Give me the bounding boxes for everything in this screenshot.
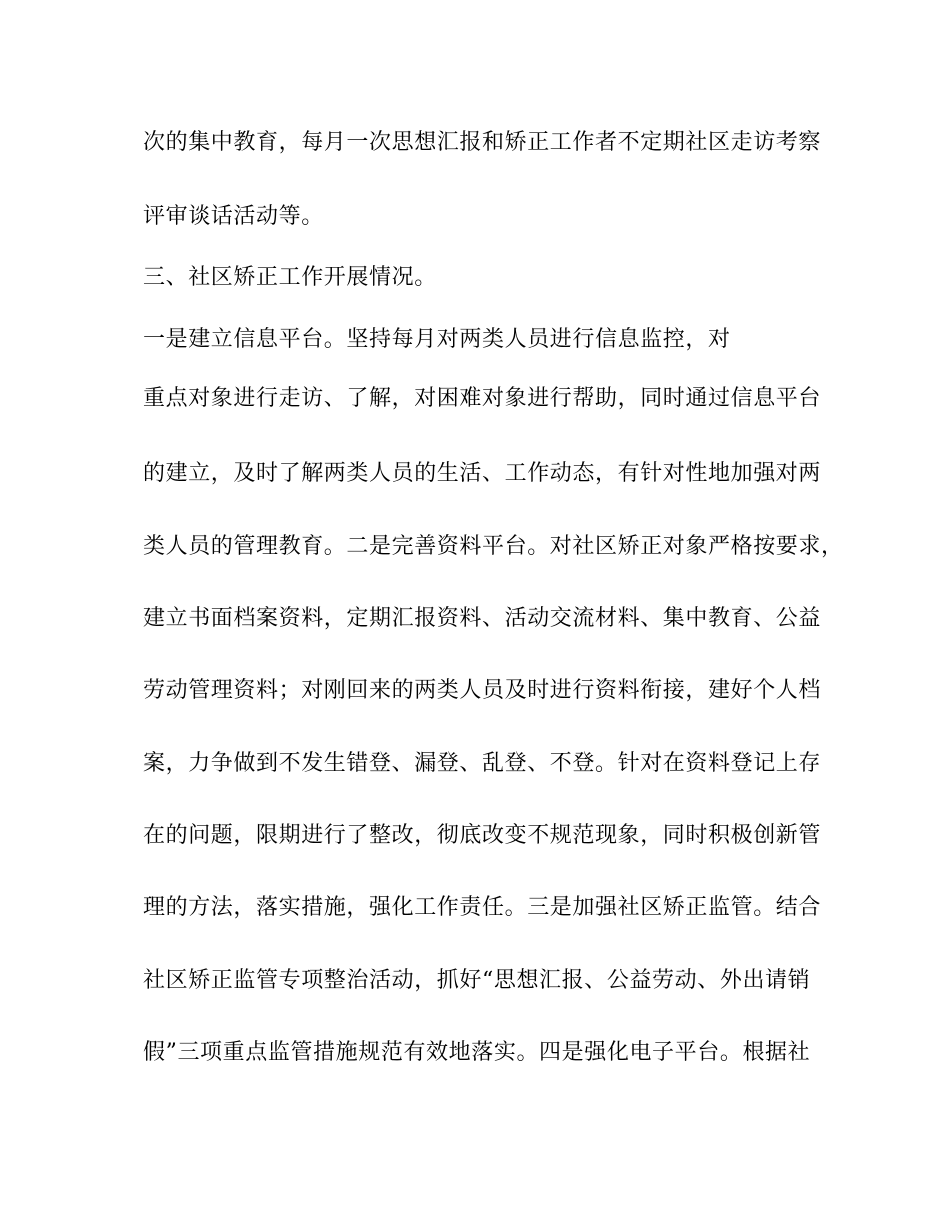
- text-line: 建立书面档案资料，定期汇报资料、活动交流材料、集中教育、公益: [143, 606, 822, 631]
- text-line: 次的集中教育，每月一次思想汇报和矫正工作者不定期社区走访考察: [143, 130, 822, 155]
- text-line: 劳动管理资料；对刚回来的两类人员及时进行资料衔接，建好个人档: [143, 678, 822, 703]
- text-line: 重点对象进行走访、了解，对困难对象进行帮助，同时通过信息平台: [143, 386, 822, 411]
- text-line: 类人员的管理教育。二是完善资料平台。对社区矫正对象严格按要求，: [143, 534, 844, 559]
- section-heading: 三、社区矫正工作开展情况。: [143, 265, 437, 290]
- text-line: 评审谈话活动等。: [143, 204, 324, 229]
- text-line: 假”三项重点监管措施规范有效地落实。四是强化电子平台。根据社: [143, 1040, 811, 1065]
- text-line: 一是建立信息平台。坚持每月对两类人员进行信息监控，对: [143, 327, 731, 352]
- text-line: 理的方法，落实措施，强化工作责任。三是加强社区矫正监管。结合: [143, 895, 822, 920]
- text-line: 案，力争做到不发生错登、漏登、乱登、不登。针对在资料登记上存: [143, 751, 822, 776]
- text-line: 社区矫正监管专项整治活动，抓好“思想汇报、公益劳动、外出请销: [143, 968, 811, 993]
- text-line: 在的问题，限期进行了整改，彻底改变不规范现象，同时积极创新管: [143, 823, 822, 848]
- text-line: 的建立，及时了解两类人员的生活、工作动态，有针对性地加强对两: [143, 461, 822, 486]
